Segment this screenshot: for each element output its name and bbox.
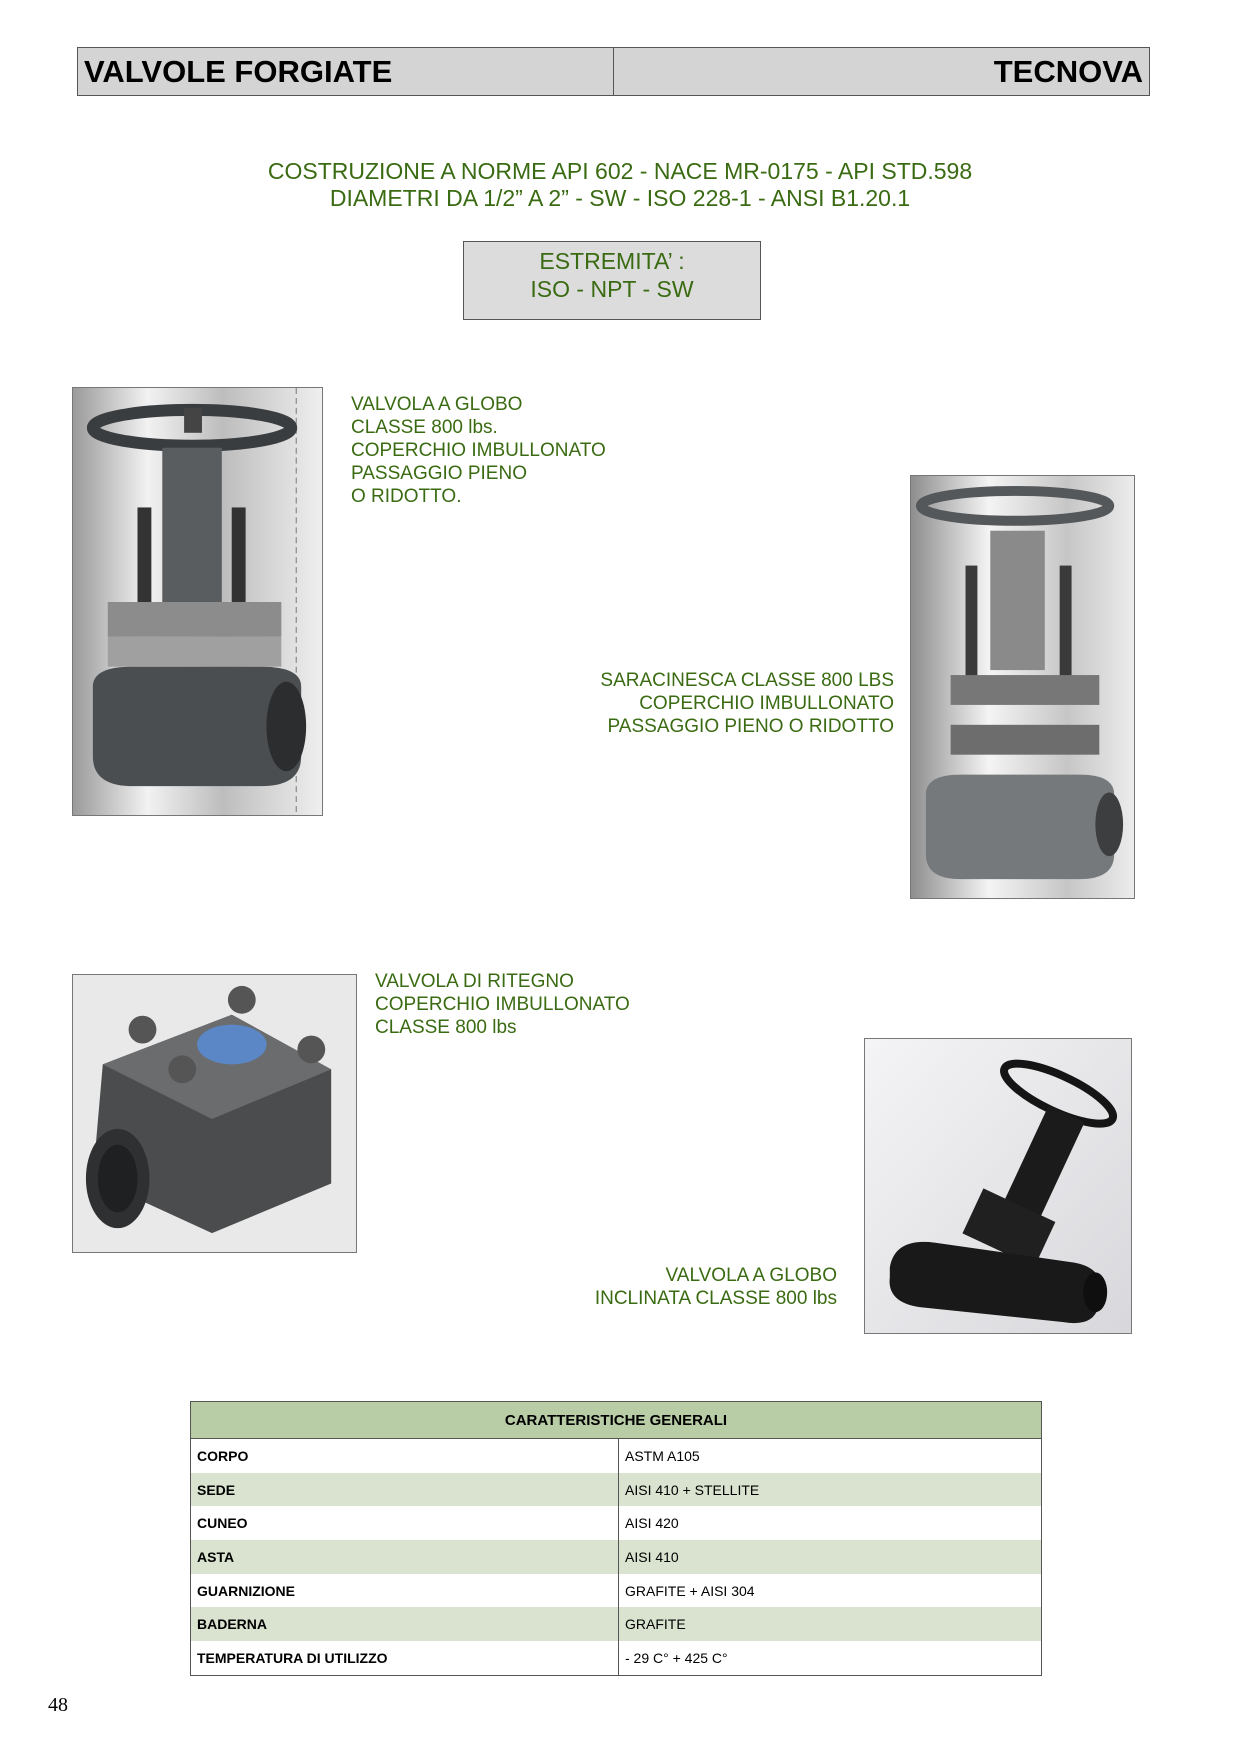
row-value: - 29 C° + 425 C° <box>625 1649 728 1666</box>
norms-line-2: DIAMETRI DA 1/2” A 2” - SW - ISO 228-1 - ANSI B1.20.1 <box>329 185 911 211</box>
row-key: GUARNIZIONE <box>191 1574 619 1608</box>
characteristics-table <box>190 1401 1042 1676</box>
row-key: CORPO <box>191 1439 619 1473</box>
end-connections-title: ESTREMITA’ : <box>539 248 685 274</box>
end-connections-box <box>463 241 761 320</box>
page-header <box>77 47 1150 96</box>
table-row <box>191 1540 1042 1574</box>
row-key: TEMPERATURA DI UTILIZZO <box>191 1641 619 1675</box>
table-row <box>191 1607 1042 1641</box>
row-key: SEDE <box>191 1473 619 1507</box>
product-text-line: O RIDOTTO. <box>351 486 462 507</box>
row-value: AISI 420 <box>625 1515 679 1532</box>
row-key: CUNEO <box>191 1506 619 1540</box>
table-row <box>191 1574 1042 1608</box>
product-text-line: INCLINATA CLASSE 800 lbs <box>594 1288 837 1309</box>
table-row <box>191 1439 1042 1473</box>
norms-line-1: COSTRUZIONE A NORME API 602 - NACE MR-0175 - API STD.598 <box>267 158 973 184</box>
product-text-line: CLASSE 800 lbs <box>375 1017 517 1038</box>
row-value: GRAFITE <box>619 1607 1042 1641</box>
product-text-line: VALVOLA DI RITEGNO <box>375 971 574 992</box>
product-text-line: COPERCHIO IMBULLONATO <box>639 693 894 714</box>
gate-valve-photo <box>910 475 1135 899</box>
globe-valve-photo <box>72 387 323 816</box>
product-text-line: SARACINESCA CLASSE 800 LBS <box>600 670 894 691</box>
inclined-globe-valve-photo <box>864 1038 1132 1334</box>
table-title: CARATTERISTICHE GENERALI <box>191 1402 1042 1439</box>
row-key: ASTA <box>191 1540 619 1574</box>
row-value: GRAFITE + AISI 304 <box>625 1582 755 1599</box>
product-text-line: COPERCHIO IMBULLONATO <box>375 994 630 1015</box>
row-value: AISI 410 <box>619 1540 1042 1574</box>
table-row <box>191 1506 1042 1540</box>
table-row <box>191 1641 1042 1675</box>
end-connections-values: ISO - NPT - SW <box>530 276 694 302</box>
product-globe-valve-text <box>351 393 606 508</box>
table-row <box>191 1473 1042 1507</box>
row-value: AISI 410 + STELLITE <box>619 1473 1042 1507</box>
check-valve-photo <box>72 974 357 1253</box>
product-gate-valve-text <box>520 669 894 738</box>
product-text-line: COPERCHIO IMBULLONATO <box>351 440 606 461</box>
page-number: 48 <box>48 1694 68 1716</box>
row-key: BADERNA <box>191 1607 619 1641</box>
product-text-line: CLASSE 800 lbs. <box>351 417 498 438</box>
product-text-line: PASSAGGIO PIENO O RIDOTTO <box>607 716 894 737</box>
row-value: ASTM A105 <box>625 1447 700 1464</box>
product-text-line: PASSAGGIO PIENO <box>351 463 527 484</box>
product-inclined-globe-valve-text <box>520 1264 837 1310</box>
product-text-line: VALVOLA A GLOBO <box>665 1265 837 1286</box>
header-title: VALVOLE FORGIATE <box>78 48 614 95</box>
product-check-valve-text <box>375 970 630 1039</box>
product-text-line: VALVOLA A GLOBO <box>351 394 523 415</box>
header-brand: TECNOVA <box>993 53 1143 89</box>
